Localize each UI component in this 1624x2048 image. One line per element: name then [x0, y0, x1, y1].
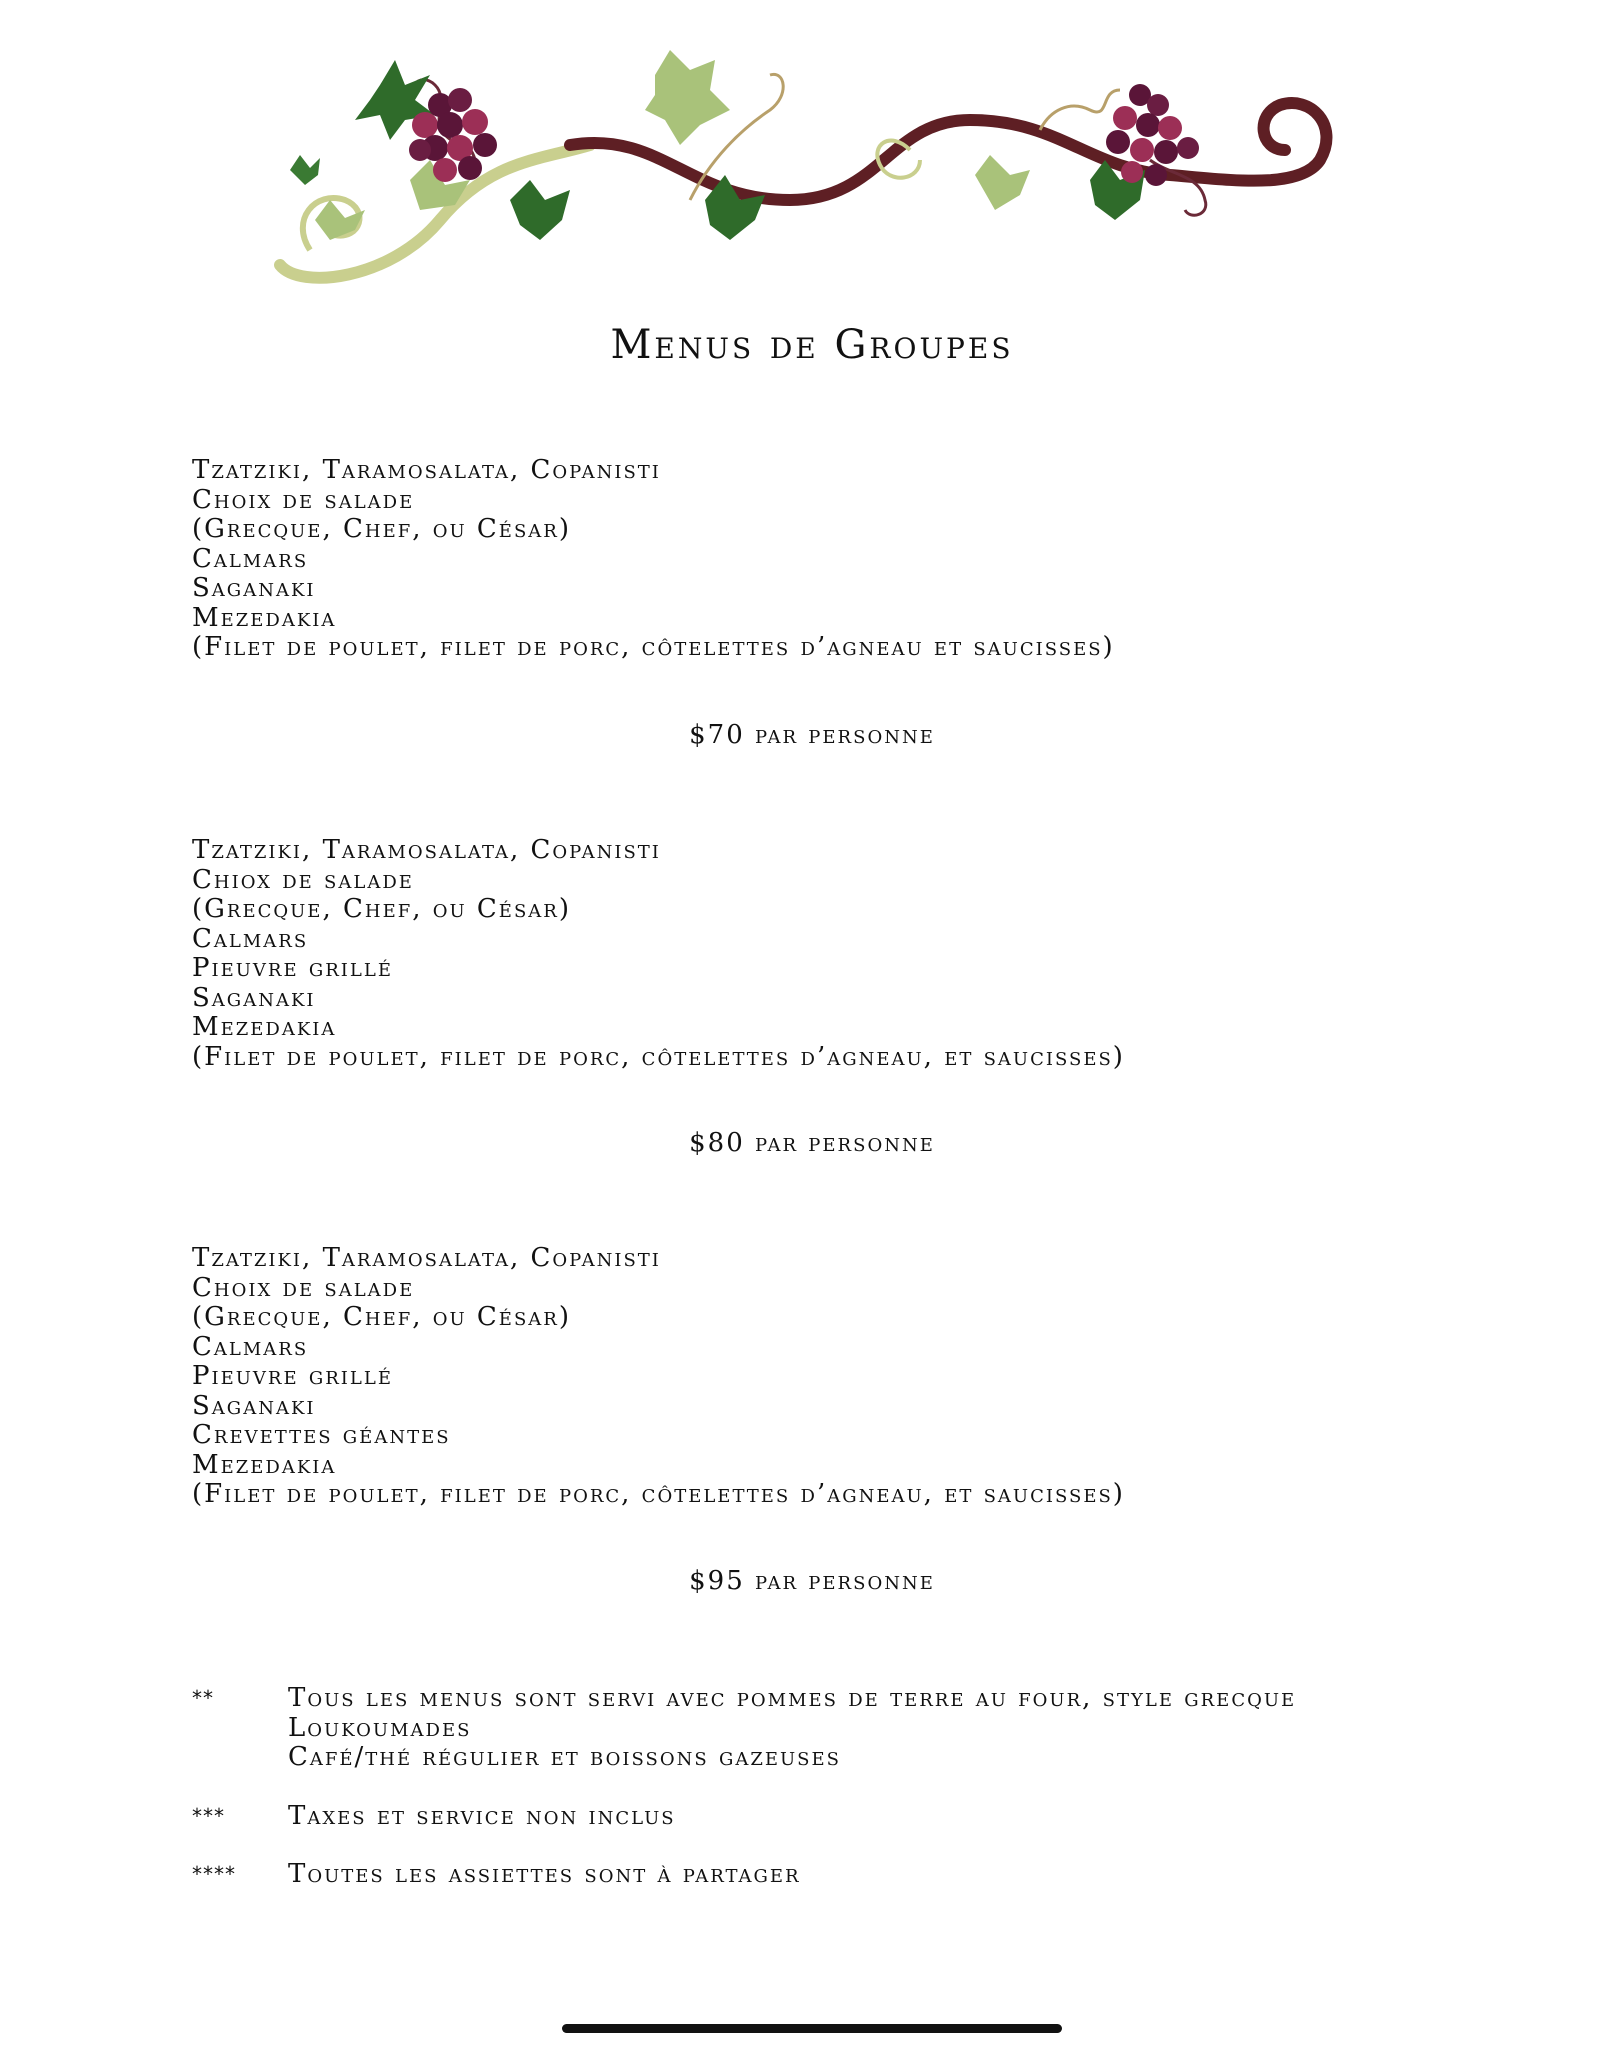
- grape-vine-illustration: [270, 50, 1360, 290]
- menu-item: Mezedakia: [192, 1449, 337, 1480]
- note-line: Loukoumades: [288, 1712, 472, 1743]
- menu-item: Saganaki: [192, 982, 316, 1013]
- menu-price-3: $95 par personne: [689, 1566, 935, 1596]
- menu-item: (Grecque, Chef, ou César): [192, 514, 571, 544]
- note-3: [192, 1860, 1442, 1890]
- menu-section-1: [192, 456, 1442, 663]
- menu-item: Calmars: [192, 1331, 309, 1362]
- menu-item: Saganaki: [192, 1390, 316, 1421]
- menu-item: Tzatziki, Taramosalata, Copanisti: [192, 455, 661, 485]
- note-marker: ***: [192, 1803, 225, 1828]
- menu-item: (Filet de poulet, filet de porc, côtelettes d’agneau, et saucisses): [192, 1041, 1125, 1072]
- leaf-icon: [645, 50, 730, 145]
- menu-item: (Grecque, Chef, ou César): [192, 894, 571, 924]
- note-line: Café/thé régulier et boissons gazeuses: [288, 1742, 841, 1772]
- home-indicator[interactable]: [562, 2024, 1062, 2033]
- menu-item: Saganaki: [192, 573, 316, 603]
- menu-item: (Grecque, Chef, ou César): [192, 1302, 571, 1332]
- menu-item: Crevettes géantes: [192, 1420, 451, 1450]
- menu-item: Tzatziki, Taramosalata, Copanisti: [192, 1243, 661, 1273]
- note-2: [192, 1802, 1442, 1832]
- menu-item: Calmars: [192, 543, 309, 574]
- leaf-icon: [975, 155, 1030, 210]
- menu-section-2: [192, 836, 1442, 1072]
- menu-item: Choix de salade: [192, 484, 415, 515]
- menu-item: Pieuvre grillé: [192, 953, 393, 983]
- menu-item: Chiox de salade: [192, 864, 414, 895]
- menu-notes: [192, 1684, 1442, 1890]
- note-1: [192, 1684, 1442, 1773]
- menu-price-2: $80 par personne: [689, 1128, 935, 1158]
- menu-item: Calmars: [192, 923, 309, 954]
- menu-item: Choix de salade: [192, 1272, 415, 1303]
- menu-item: Mezedakia: [192, 602, 337, 633]
- note-line: Toutes les assiettes sont à partager: [288, 1859, 801, 1889]
- note-marker: ****: [192, 1862, 236, 1886]
- tendril: [1040, 90, 1120, 130]
- menu-price-1: $70 par personne: [689, 720, 935, 750]
- menu-item: (Filet de poulet, filet de porc, côtelettes d’agneau, et saucisses): [192, 1479, 1125, 1509]
- menu-item: (Filet de poulet, filet de porc, côtelettes d’agneau et saucisses): [192, 632, 1115, 662]
- note-line: Taxes et service non inclus: [288, 1800, 676, 1831]
- menu-section-3: [192, 1244, 1442, 1510]
- menu-item: Pieuvre grillé: [192, 1361, 393, 1391]
- leaf-icon: [290, 155, 320, 185]
- menu-item: Mezedakia: [192, 1012, 337, 1042]
- note-line: Tous les menus sont servi avec pommes de terre au four, style grecque: [288, 1683, 1297, 1713]
- page-title: Menus de Groupes: [610, 322, 1014, 368]
- menu-item: Tzatziki, Taramosalata, Copanisti: [192, 835, 661, 865]
- leaf-icon: [510, 180, 570, 240]
- note-marker: **: [192, 1686, 214, 1710]
